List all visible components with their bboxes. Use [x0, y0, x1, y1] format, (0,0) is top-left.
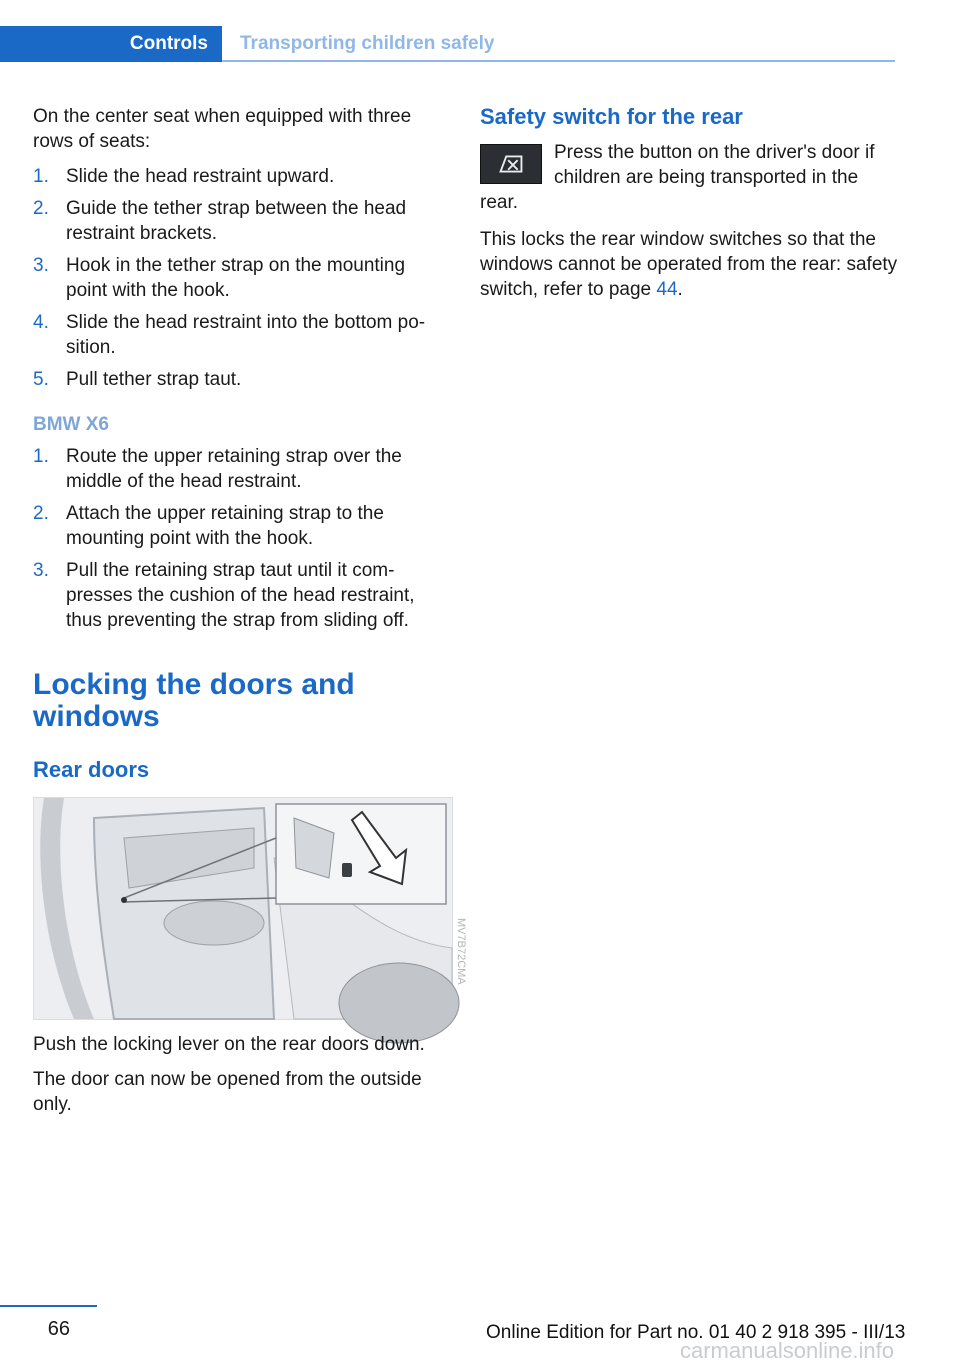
svg-text:MV7B72CMA: MV7B72CMA: [455, 918, 467, 985]
left-column: [33, 104, 467, 1127]
steps-list-x6: [33, 444, 448, 633]
safety-switch-block: [480, 140, 898, 215]
intro-paragraph: On the center seat when equipped with three rows of seats:: [33, 106, 412, 152]
list-item: [33, 164, 448, 189]
step-text: Pull tether strap taut.: [66, 369, 242, 390]
page-link[interactable]: 44: [656, 279, 678, 300]
list-item: [33, 253, 448, 303]
model-heading: BMW X6: [33, 414, 109, 435]
list-item: [33, 558, 448, 633]
paragraph: Press the button on the driver's door if children are being transported in the rear.: [480, 142, 875, 213]
step-number: 5.: [33, 369, 49, 390]
paragraph: The door can now be opened from the outside only.: [33, 1069, 422, 1115]
list-item: [33, 444, 448, 494]
list-item: [33, 310, 448, 360]
step-text: Pull the retaining strap taut until it com‐presses the cushion of the head restraint, thus preventing the strap from sliding off.: [66, 560, 415, 631]
rear-door-illustration: [33, 797, 467, 1020]
section-heading: Locking the doors and windows: [33, 668, 355, 733]
step-number: 4.: [33, 312, 49, 333]
right-column: [480, 104, 898, 312]
list-item: [33, 196, 448, 246]
steps-list-center-seat: [33, 164, 448, 392]
step-text: Attach the upper retaining strap to the mounting point with the hook.: [66, 503, 384, 549]
chapter-title: Transporting children safely: [240, 33, 495, 54]
step-text: Guide the tether strap between the head restraint brackets.: [66, 198, 407, 244]
paragraph-text: .: [677, 279, 683, 300]
step-text: Route the upper retaining strap over the middle of the head restraint.: [66, 446, 402, 492]
step-number: 1.: [33, 166, 49, 187]
step-number: 2.: [33, 198, 49, 219]
list-item: [33, 501, 448, 551]
step-text: Slide the head restraint upward.: [66, 166, 335, 187]
list-item: [33, 367, 448, 392]
header-rule: [222, 60, 895, 62]
subsection-heading: Rear doors: [33, 757, 150, 782]
edition-text: Online Edition for Part no. 01 40 2 918 395 - III/13: [486, 1322, 906, 1343]
page-number: 66: [47, 1318, 70, 1340]
paragraph: Push the locking lever on the rear doors down.: [33, 1034, 425, 1055]
step-text: Hook in the tether strap on the mounting point with the hook.: [66, 255, 406, 301]
step-text: Slide the head restraint into the bottom po‐sition.: [66, 312, 426, 358]
paragraph: [480, 227, 898, 302]
step-number: 3.: [33, 255, 49, 276]
footer-rule: [0, 1305, 97, 1307]
figure-code-label: [455, 918, 467, 985]
step-number: 1.: [33, 446, 49, 467]
window-lock-icon: [480, 144, 542, 184]
step-number: 2.: [33, 503, 49, 524]
step-number: 3.: [33, 560, 49, 581]
subsection-heading: Safety switch for the rear: [480, 104, 743, 129]
paragraph-text: This locks the rear window switches so that the windows cannot be operated from the rear: safety switch, refer to page: [480, 229, 898, 300]
watermark: carmanualsonline.info: [680, 1338, 895, 1363]
section-tab: Controls: [0, 26, 222, 62]
